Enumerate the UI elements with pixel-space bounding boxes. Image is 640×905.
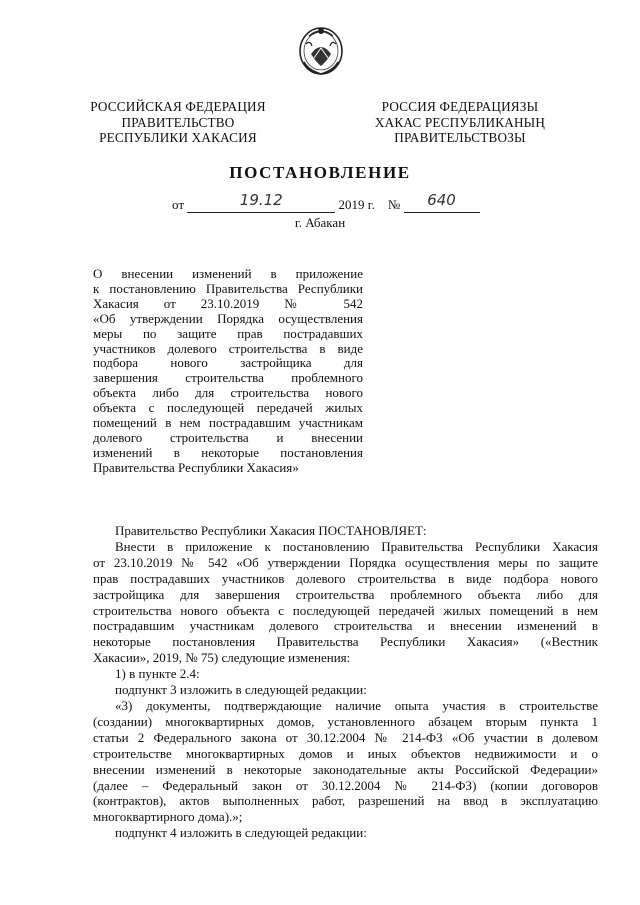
header-left-line: РЕСПУБЛИКИ ХАКАСИЯ xyxy=(99,130,257,145)
body-line: статьи 2 Федерального закона от 30.12.2004 № 214-ФЗ «Об участии в долевом xyxy=(93,729,598,745)
subject-line: Хакасия от 23.10.2019 № 542 xyxy=(93,295,363,311)
subject-line: долевого строительства и внесении xyxy=(93,429,363,445)
header-left-line: РОССИЙСКАЯ ФЕДЕРАЦИЯ xyxy=(90,99,266,114)
number-underline xyxy=(404,191,480,213)
date-underline xyxy=(187,191,335,213)
body-line: некоторые постановления Правительства Республики Хакасия» («Вестник xyxy=(93,634,598,650)
body-line: подпункт 4 изложить в следующей редакции: xyxy=(115,825,367,841)
body-line: внесении изменений в некоторые законодательные акты Российской Федерации» xyxy=(93,761,598,777)
header-right-line: РОССИЯ ФЕДЕРАЦИЯЗЫ xyxy=(381,99,539,114)
body-line: многоквартирного дома).»; xyxy=(93,809,243,825)
document-title: ПОСТАНОВЛЕНИЕ xyxy=(229,163,411,182)
subject-line: участников долевого строительства в виде xyxy=(93,340,363,356)
subject-line: О внесении изменений в приложение xyxy=(93,266,363,281)
handwritten-date: 19.12 xyxy=(239,191,283,209)
city-label: г. Абакан xyxy=(294,215,346,230)
body-line: 1) в пункте 2.4: xyxy=(115,666,200,682)
header-right-line: ХАКАС РЕСПУБЛИКАНЫҢ xyxy=(374,114,546,130)
subject-line: объекта с последующей передачей жилых xyxy=(93,400,363,416)
body-line: (далее – Федеральный закон от 30.12.2004 № 214-ФЗ) (копии договоров xyxy=(93,777,598,793)
body-line: (создании) многоквартирных домов, установленного абзацем вторым пункта 1 xyxy=(93,713,598,729)
year-label: 2019 г. xyxy=(338,197,375,212)
body-line: пострадавшим участникам долевого строительства и внесении изменений в xyxy=(93,618,598,634)
body-line: (контрактов), актов выполненных работ, разрешений на ввод в эксплуатацию xyxy=(93,793,598,809)
coat-of-arms-emblem xyxy=(296,22,346,78)
body-text xyxy=(93,523,598,841)
header-left-block xyxy=(88,99,268,146)
number-sign: № xyxy=(387,197,401,212)
subject-line: меры по защите прав пострадавших xyxy=(93,325,363,341)
subject-line: «Об утверждении Порядка осуществления xyxy=(93,310,363,326)
header-right-line: ПРАВИТЕЛЬСТВОЗЫ xyxy=(394,130,526,145)
body-line: строительстве многоквартирных домов и иных объектов недвижимости и о xyxy=(93,745,598,761)
subject-line: завершения строительства проблемного xyxy=(93,370,363,386)
subject-line: изменений в некоторые постановления xyxy=(93,444,363,460)
body-line: подпункт 3 изложить в следующей редакции: xyxy=(115,682,367,698)
body-line: от 23.10.2019 № 542 «Об утверждении Порядка осуществления меры по защите xyxy=(93,554,598,570)
body-line: прав пострадавших участников долевого строительства в виде подбора нового xyxy=(93,570,598,586)
body-line: застройщика для завершения строительства проблемного объекта либо для xyxy=(93,586,598,602)
body-line: «3) документы, подтверждающие наличие опыта участия в строительстве xyxy=(115,697,598,713)
body-line: строительства нового объекта с последующей передачей жилых помещений в нем xyxy=(93,602,598,618)
body-line: Хакасии», 2019, № 75) следующие изменения: xyxy=(93,650,351,666)
subject-line: подбора нового застройщика для xyxy=(93,355,363,371)
subject-line: помещений в нем пострадавшим участникам xyxy=(93,415,363,431)
date-number-line xyxy=(172,191,480,213)
handwritten-number: 640 xyxy=(427,191,456,209)
subject-line: Правительства Республики Хакасия» xyxy=(93,459,299,475)
body-line: Правительство Республики Хакасия ПОСТАНОВЛЯЕТ: xyxy=(115,523,427,538)
header-left-line: ПРАВИТЕЛЬСТВО xyxy=(121,114,235,130)
date-prefix: от xyxy=(172,197,185,212)
body-line: Внести в приложение к постановлению Правительства Республики Хакасия xyxy=(115,538,598,554)
subject-line: объекта либо для строительства нового xyxy=(93,385,363,401)
header-right-block xyxy=(370,99,550,146)
subject-block xyxy=(93,267,363,476)
subject-line: к постановлению Правительства Республики xyxy=(93,280,363,296)
